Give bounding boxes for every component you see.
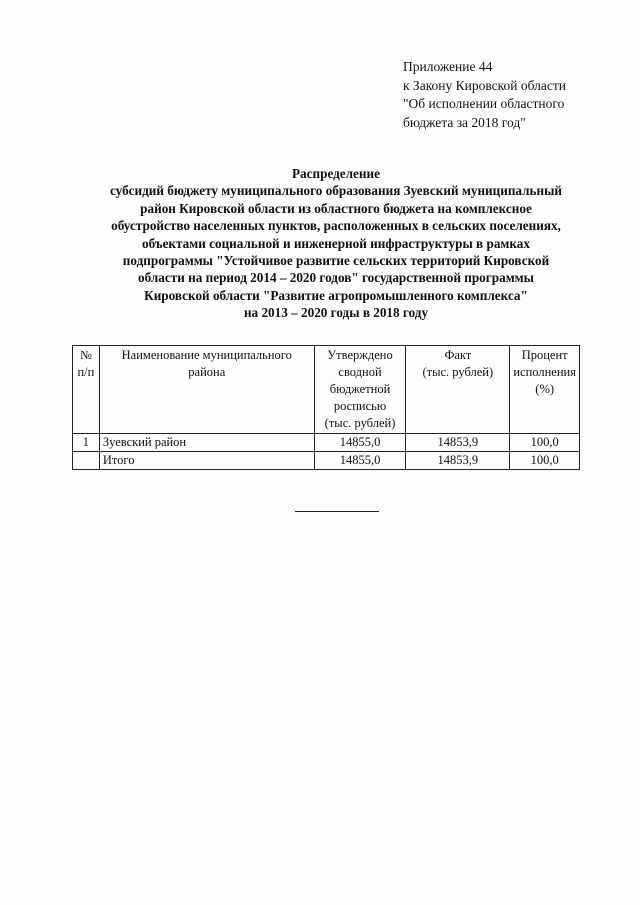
title-line: объектами социальной и инженерной инфраструктуры в рамках bbox=[142, 235, 530, 251]
row-percent: 100,0 bbox=[510, 452, 580, 470]
row-fact: 14853,9 bbox=[406, 452, 510, 470]
row-percent: 100,0 bbox=[510, 434, 580, 452]
title-line: области на период 2014 – 2020 годов" государственной программы bbox=[138, 270, 534, 286]
title-line: район Кировской области из областного бюджета на комплексное bbox=[140, 200, 532, 216]
appendix-line: Приложение 44 bbox=[403, 59, 493, 74]
title-line: обустройство населенных пунктов, расположенных в сельских поселениях, bbox=[111, 218, 561, 234]
end-divider bbox=[295, 511, 379, 512]
title-line: на 2013 – 2020 годы в 2018 году bbox=[243, 305, 429, 321]
row-name: Зуевский район bbox=[99, 434, 314, 452]
table-header-row bbox=[73, 346, 580, 434]
row-fact: 14853,9 bbox=[406, 434, 510, 452]
table-total-row bbox=[73, 452, 580, 470]
row-approved: 14855,0 bbox=[314, 452, 406, 470]
title-line: Распределение bbox=[292, 166, 380, 181]
header-fact: Факт (тыс. рублей) bbox=[406, 346, 510, 434]
title-line: субсидий бюджету муниципального образования Зуевский муниципальный bbox=[109, 183, 563, 199]
title-line: подпрограммы "Устойчивое развитие сельских территорий Кировской bbox=[122, 253, 550, 269]
header-num: № п/п bbox=[73, 346, 100, 434]
document-title bbox=[60, 165, 612, 322]
appendix-line: к Закону Кировской области bbox=[403, 77, 567, 93]
header-percent: Процент исполнения (%) bbox=[510, 346, 580, 434]
appendix-line: "Об исполнении областного bbox=[403, 96, 565, 111]
row-num bbox=[73, 452, 100, 470]
title-line: Кировской области "Развитие агропромышленного комплекса" bbox=[144, 287, 528, 303]
row-name: Итого bbox=[99, 452, 314, 470]
row-approved: 14855,0 bbox=[314, 434, 406, 452]
subsidy-table bbox=[72, 345, 580, 470]
appendix-line: бюджета за 2018 год" bbox=[403, 114, 526, 130]
appendix-note bbox=[403, 58, 566, 132]
table-row bbox=[73, 434, 580, 452]
row-num: 1 bbox=[73, 434, 100, 452]
header-approved: Утверждено сводной бюджетной росписью (тыс. рублей) bbox=[314, 346, 406, 434]
header-name: Наименование муниципального района bbox=[99, 346, 314, 434]
